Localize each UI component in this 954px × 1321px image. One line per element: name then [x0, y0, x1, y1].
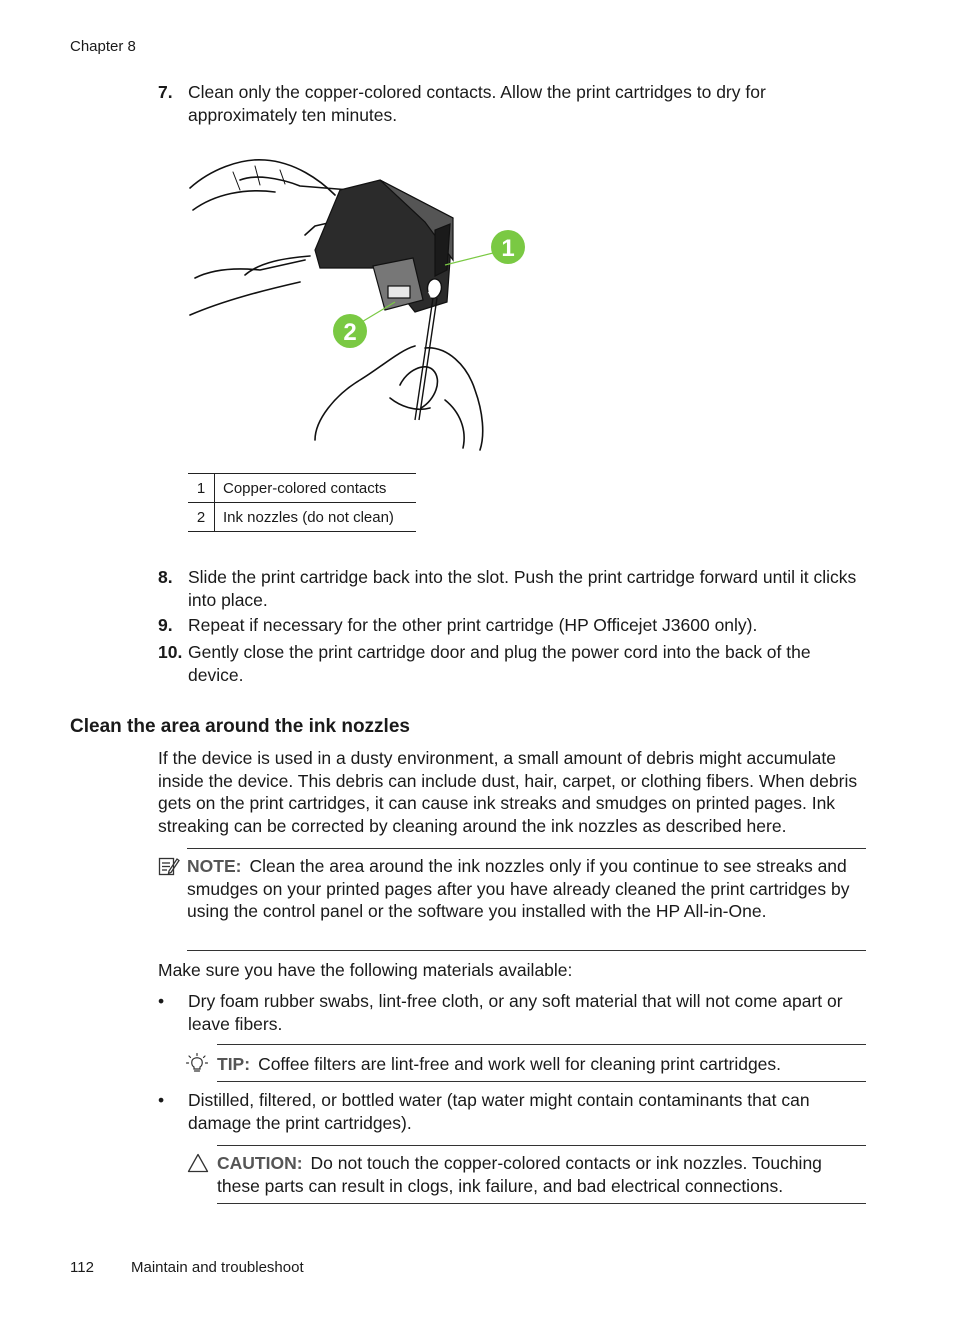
tip-callout — [217, 1053, 867, 1076]
step-number: 7. — [158, 82, 173, 102]
step-8 — [158, 566, 868, 611]
legend-row — [188, 503, 416, 532]
note-text: Clean the area around the ink nozzles only if you continue to see streaks and smudges on your printed pages after you have already cleaned the print cartridges by using the control panel or the software you installed with the HP All-in-One. — [187, 856, 850, 921]
note-top-rule — [187, 848, 866, 849]
bullet-text: Dry foam rubber swabs, lint-free cloth, or any soft material that will not come apart or leave fibers. — [188, 991, 843, 1034]
step-text: Slide the print cartridge back into the slot. Push the print cartridge forward until it clicks into place. — [188, 567, 857, 610]
caution-text: Do not touch the copper-colored contacts or ink nozzles. Touching these parts can result in clogs, ink failure, and bad electrical connections. — [217, 1153, 822, 1196]
step-7 — [158, 81, 868, 126]
legend-row — [188, 474, 416, 503]
callout-1-label: 1 — [501, 235, 515, 262]
bullet-text: Distilled, filtered, or bottled water (tap water might contain contaminants that can damage the print cartridges). — [188, 1090, 810, 1133]
figure-legend-table — [188, 473, 416, 532]
legend-label: Copper-colored contacts — [215, 474, 417, 503]
note-icon — [158, 855, 180, 877]
legend-label: Ink nozzles (do not clean) — [215, 503, 417, 532]
caution-triangle-icon — [187, 1153, 209, 1173]
tip-bottom-rule — [217, 1081, 866, 1082]
section-intro: If the device is used in a dusty environment, a small amount of debris might accumulate inside the device. This debris can include dust, hair, carpet, or clothing fibers. When debris gets on the print cartridges, it can cause ink streaks and smudges on printed pages. Ink streaking can be corrected by cleaning around the ink nozzles as described here. — [158, 748, 858, 836]
note-label: NOTE: — [187, 856, 242, 876]
tip-text: Coffee filters are lint-free and work well for cleaning print cartridges. — [258, 1054, 782, 1074]
note-callout — [187, 855, 867, 923]
tip-top-rule — [217, 1044, 866, 1045]
step-number: 9. — [158, 615, 173, 635]
step-text: Clean only the copper-colored contacts. Allow the print cartridges to dry for approximately ten minutes. — [188, 82, 766, 125]
caution-top-rule — [217, 1145, 866, 1146]
step-text: Gently close the print cartridge door and plug the power cord into the back of the device. — [188, 642, 811, 685]
legend-number: 1 — [188, 474, 215, 503]
footer-section-name: Maintain and troubleshoot — [131, 1259, 304, 1276]
section-heading: Clean the area around the ink nozzles — [70, 716, 410, 737]
caution-label: CAUTION: — [217, 1153, 303, 1173]
materials-intro: Make sure you have the following materials available: — [158, 960, 573, 980]
step-number: 10. — [158, 642, 183, 662]
step-text: Repeat if necessary for the other print cartridge (HP Officejet J3600 only). — [188, 615, 758, 635]
caution-callout — [217, 1152, 867, 1197]
legend-number: 2 — [188, 503, 215, 532]
tip-lightbulb-icon — [186, 1053, 208, 1075]
step-10 — [158, 641, 868, 686]
callout-2-label: 2 — [343, 319, 357, 346]
page-number: 112 — [70, 1259, 94, 1276]
bullet-mark: • — [158, 991, 165, 1011]
tip-label: TIP: — [217, 1054, 251, 1074]
step-9 — [158, 614, 868, 637]
step-number: 8. — [158, 567, 173, 587]
chapter-header: Chapter 8 — [70, 38, 136, 55]
cartridge-cleaning-illustration — [185, 150, 535, 455]
caution-bottom-rule — [217, 1203, 866, 1204]
bullet-mark: • — [158, 1090, 165, 1110]
note-bottom-rule — [187, 950, 866, 951]
